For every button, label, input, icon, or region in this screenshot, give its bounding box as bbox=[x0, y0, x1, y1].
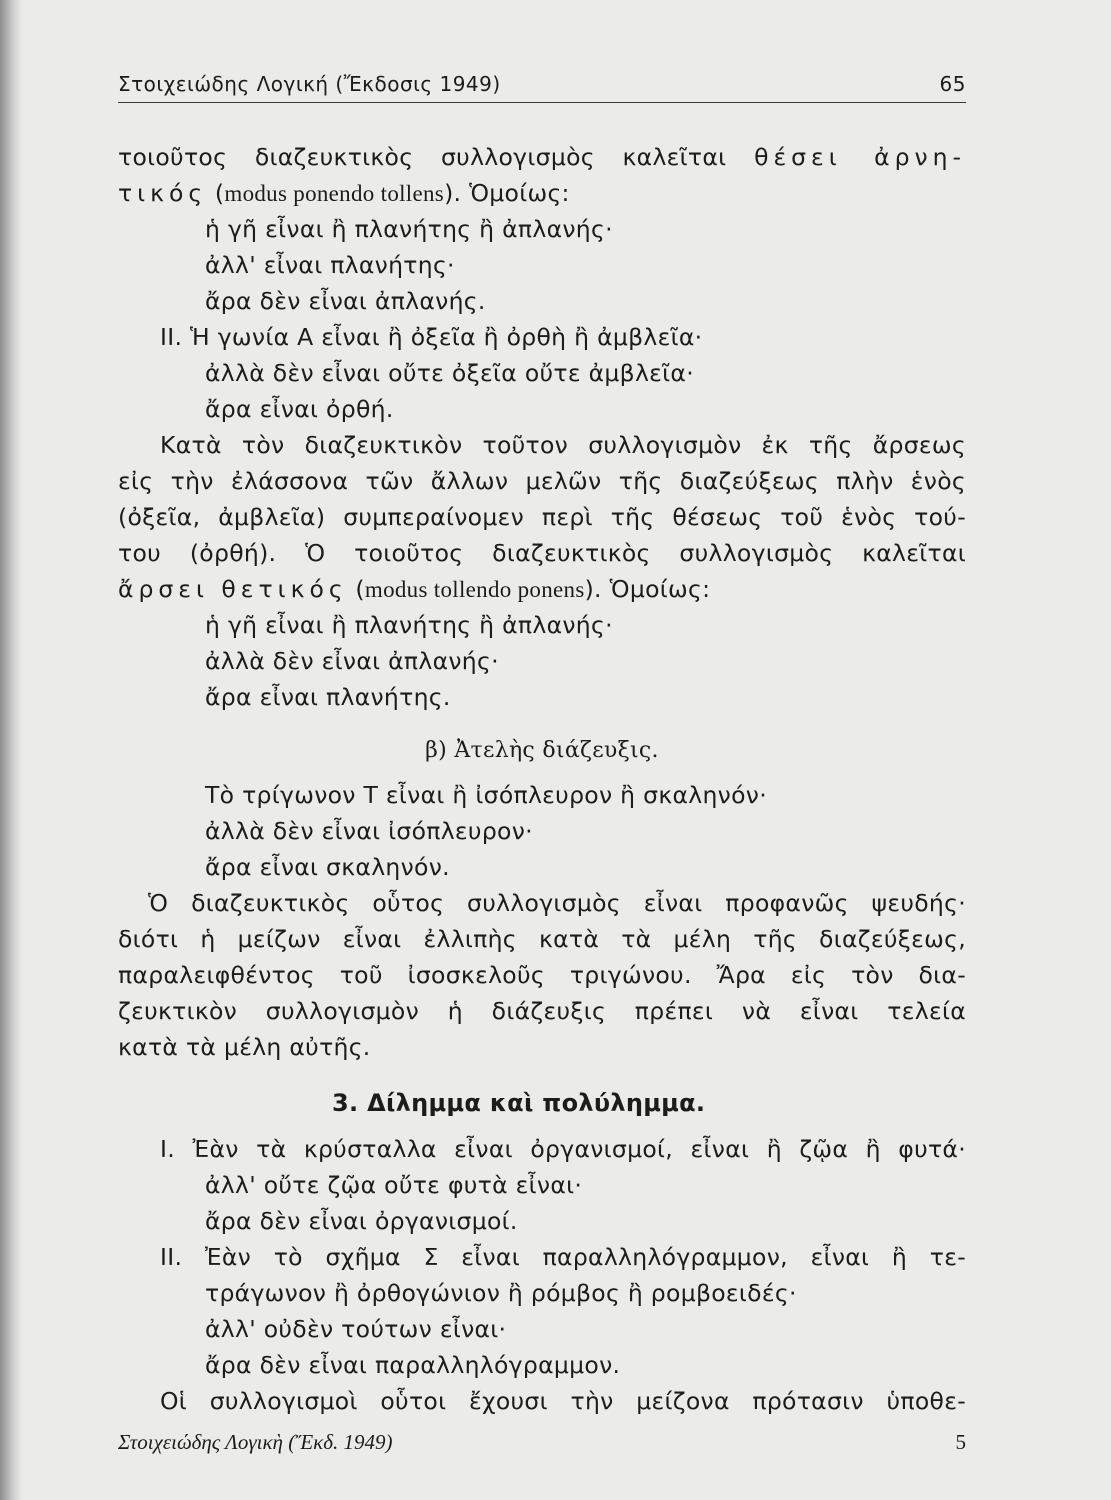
text-line: ἄρα εἶναι πλανήτης. bbox=[205, 683, 451, 711]
text-line: παραλειφθέντος τοῦ ἰσοσκελοῦς τριγώνου. Ἄρα εἰς τὸν δια- bbox=[118, 961, 966, 989]
text-line: Κατὰ τὸν διαζευκτικὸν τοῦτον συλλογισμὸν ἐκ τῆς ἄρσεως bbox=[160, 431, 966, 459]
text-line: ἄρσει θετικός (modus tollendo ponens). Ὁμοίως: bbox=[118, 575, 711, 603]
spaced-term: τικός bbox=[118, 179, 208, 207]
text-line: του (ὀρθή). Ὁ τοιοῦτος διαζευκτικὸς συλλογισμὸς καλεῖται bbox=[118, 539, 966, 567]
text-line: τράγωνον ἢ ὀρθογώνιον ἢ ρόμβος ἢ ρομβοειδές· bbox=[205, 1279, 797, 1307]
section-heading: 3. Δίλημμα καὶ πολύλημμα. bbox=[332, 1089, 706, 1117]
text-line: ΙΙ. Ἡ γωνία Α εἶναι ἢ ὀξεῖα ἢ ὀρθὴ ἢ ἀμβλεῖα· bbox=[160, 323, 703, 351]
signature-title: Στοιχειώδης Λογικὴ (Ἔκδ. 1949) bbox=[118, 1430, 393, 1454]
latin-term: modus tollendo ponens bbox=[364, 577, 585, 602]
text-line: ζευκτικὸν συλλογισμὸν ἡ διάζευξις πρέπει νὰ εἶναι τελεία bbox=[118, 997, 966, 1025]
text-line: διότι ἡ μείζων εἶναι ἐλλιπὴς κατὰ τὰ μέλη τῆς διαζεύξεως, bbox=[118, 925, 966, 953]
text-line: ἡ γῆ εἶναι ἢ πλανήτης ἢ ἀπλανής· bbox=[205, 215, 613, 243]
text-line: ἀλλ' οὔτε ζῷα οὔτε φυτὰ εἶναι· bbox=[205, 1171, 583, 1199]
text-line: τοιοῦτος διαζευκτικὸς συλλογισμὸς καλεῖται θέσει ἀρνη- bbox=[118, 143, 966, 171]
spaced-term: θέσει ἀρνη- bbox=[754, 143, 966, 171]
text-line: ἄρα δὲν εἶναι ὀργανισμοί. bbox=[205, 1207, 518, 1235]
text-line: ἀλλὰ δὲν εἶναι οὔτε ὀξεῖα οὔτε ἀμβλεῖα· bbox=[205, 359, 694, 387]
text-line: ἀλλὰ δὲν εἶναι ἰσόπλευρον· bbox=[205, 817, 533, 845]
text-line: ἀλλ' εἶναι πλανήτης· bbox=[205, 251, 455, 279]
text-line: ἡ γῆ εἶναι ἢ πλανήτης ἢ ἀπλανής· bbox=[205, 611, 613, 639]
text-line: ἄρα δὲν εἶναι παραλληλόγραμμον. bbox=[205, 1351, 621, 1379]
text-line: ἄρα δὲν εἶναι ἀπλανής. bbox=[205, 287, 486, 315]
text-line: Τὸ τρίγωνον Τ εἶναι ἢ ἰσόπλευρον ἢ σκαληνόν· bbox=[205, 781, 767, 809]
subsection-heading: β) Ἀτελὴς διάζευξις. bbox=[425, 738, 659, 763]
spaced-term: ἄρσει θετικός bbox=[118, 575, 348, 603]
page-number: 65 bbox=[939, 72, 966, 96]
text-line: Ὁ διαζευκτικὸς οὗτος συλλογισμὸς εἶναι προφανῶς ψευδής· bbox=[148, 889, 966, 917]
text-line: ἀλλὰ δὲν εἶναι ἀπλανής· bbox=[205, 647, 499, 675]
binding-shadow bbox=[0, 0, 22, 1500]
signature-number: 5 bbox=[955, 1430, 966, 1454]
latin-term: modus ponendo tollens bbox=[224, 181, 445, 206]
text-line: εἰς τὴν ἐλάσσονα τῶν ἄλλων μελῶν τῆς διαζεύξεως πλὴν ἑνὸς bbox=[118, 467, 966, 495]
text-line: τικός (modus ponendo tollens). Ὁμοίως: bbox=[118, 179, 570, 207]
running-title: Στοιχειώδης Λογική (Ἔκδοσις 1949) bbox=[118, 72, 501, 96]
text-line: (ὀξεῖα, ἀμβλεῖα) συμπεραίνομεν περὶ τῆς θέσεως τοῦ ἑνὸς τού- bbox=[118, 503, 966, 531]
text-line: ΙΙ. Ἐὰν τὸ σχῆμα Σ εἶναι παραλληλόγραμμον, εἶναι ἢ τε- bbox=[160, 1243, 966, 1271]
text-line: κατὰ τὰ μέλη αὐτῆς. bbox=[118, 1033, 371, 1061]
text-line: Ι. Ἐὰν τὰ κρύσταλλα εἶναι ὀργανισμοί, εἶναι ἢ ζῷα ἢ φυτά· bbox=[160, 1135, 966, 1163]
text-line: Οἱ συλλογισμοὶ οὗτοι ἔχουσι τὴν μείζονα πρότασιν ὑποθε- bbox=[160, 1387, 966, 1415]
running-header bbox=[118, 68, 966, 103]
text-line: ἀλλ' οὐδὲν τούτων εἶναι· bbox=[205, 1315, 507, 1343]
text-line: ἄρα εἶναι ὀρθή. bbox=[205, 395, 394, 423]
page-footer bbox=[118, 1430, 966, 1460]
text-line: ἄρα εἶναι σκαληνόν. bbox=[205, 853, 450, 881]
